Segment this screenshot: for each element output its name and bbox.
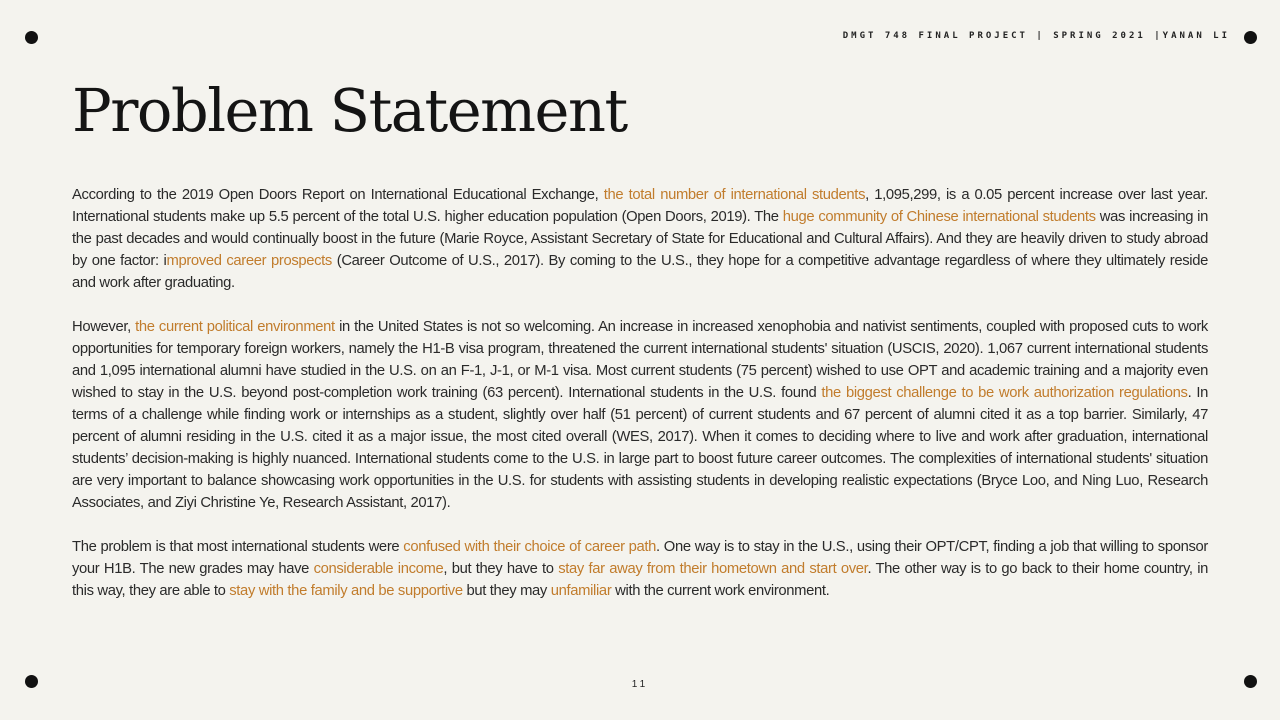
text-run: was increasing in the past decades and would continually boost in the future (Marie Royce, Assistant Secretary of State for Educational and Cultural Affairs). And they are heavily driven to study abroad by one factor: i <box>72 209 1208 269</box>
body-text <box>72 184 1208 624</box>
paragraph-3 <box>72 536 1208 602</box>
highlighted-phrase: huge community of Chinese international students <box>782 209 1096 225</box>
text-run: . One way is to stay in the U.S., using their OPT/CPT, finding a job that willing to sponsor your H1B. The new grades may have <box>72 539 1208 577</box>
text-run: However, <box>72 319 136 335</box>
page-number: 11 <box>631 679 649 690</box>
highlighted-phrase: considerable income <box>313 561 444 577</box>
text-run: . The other way is to go back to their home country, in this way, they are able to <box>72 561 1209 599</box>
paragraph-1 <box>72 184 1208 294</box>
corner-dot-top-left <box>25 31 38 44</box>
paragraph-2 <box>72 316 1208 514</box>
slide-header: DMGT 748 FINAL PROJECT | SPRING 2021 |YANAN LI <box>842 31 1230 41</box>
highlighted-phrase: stay with the family and be supportive <box>229 583 463 599</box>
highlighted-phrase: unfamiliar <box>550 583 612 599</box>
highlighted-phrase: the total number of international students <box>603 187 866 203</box>
corner-dot-top-right <box>1244 31 1257 44</box>
text-run: but they may <box>462 583 551 599</box>
text-run: . In terms of a challenge while finding work or internships as a student, slightly over half (51 percent) of current students and 67 percent of alumni cited it as a top barrier. Similarly, 47 percent of alumni residing in the U.S. cited it as a major issue, the most cited overall (WES, 2017). When it comes to deciding where to live and work after graduation, international students’ decision-making is highly nuanced. International students come to the U.S. in large part to boost future career outcomes. The complexities of international students' situation are very important to balance showcasing work opportunities in the U.S. for students with assisting students in developing realistic expectations (Bryce Loo, and Ning Luo, Research Associates, and Ziyi Christine Ye, Research Assistant, 2017). <box>72 385 1208 511</box>
highlighted-phrase: mproved career prospects <box>166 253 332 269</box>
text-run: in the United States is not so welcoming. An increase in increased xenophobia and nativist sentiments, coupled with proposed cuts to work opportunities for temporary foreign workers, namely the H1-B visa program, threatened the current international students' situation (USCIS, 2020). 1,067 current international students and 1,095 international alumni have studied in the U.S. on an F-1, J-1, or M-1 visa. Most current students (75 percent) wished to use OPT and academic training and a majority even wished to stay in the U.S. beyond post-completion work training (63 percent). International students in the U.S. found <box>72 319 1208 401</box>
text-run: The problem is that most international students were <box>72 539 404 555</box>
text-run: (Career Outcome of U.S., 2017). By coming to the U.S., they hope for a competitive advantage regardless of where they ultimately reside and work after graduating. <box>72 253 1209 291</box>
text-run: According to the 2019 Open Doors Report on International Educational Exchange, <box>72 187 604 203</box>
page-title: Problem Statement <box>72 76 627 145</box>
text-run: , but they have to <box>443 561 559 577</box>
text-run: with the current work environment. <box>611 583 830 599</box>
highlighted-phrase: the biggest challenge to be work authorization regulations <box>821 385 1188 401</box>
highlighted-phrase: stay far away from their hometown and start over <box>558 561 868 577</box>
text-run: , 1,095,299, is a 0.05 percent increase over last year. International students make up 5.5 percent of the total U.S. higher education population (Open Doors, 2019). The <box>72 187 1208 225</box>
highlighted-phrase: confused with their choice of career path <box>403 539 657 555</box>
highlighted-phrase: the current political environment <box>135 319 335 335</box>
